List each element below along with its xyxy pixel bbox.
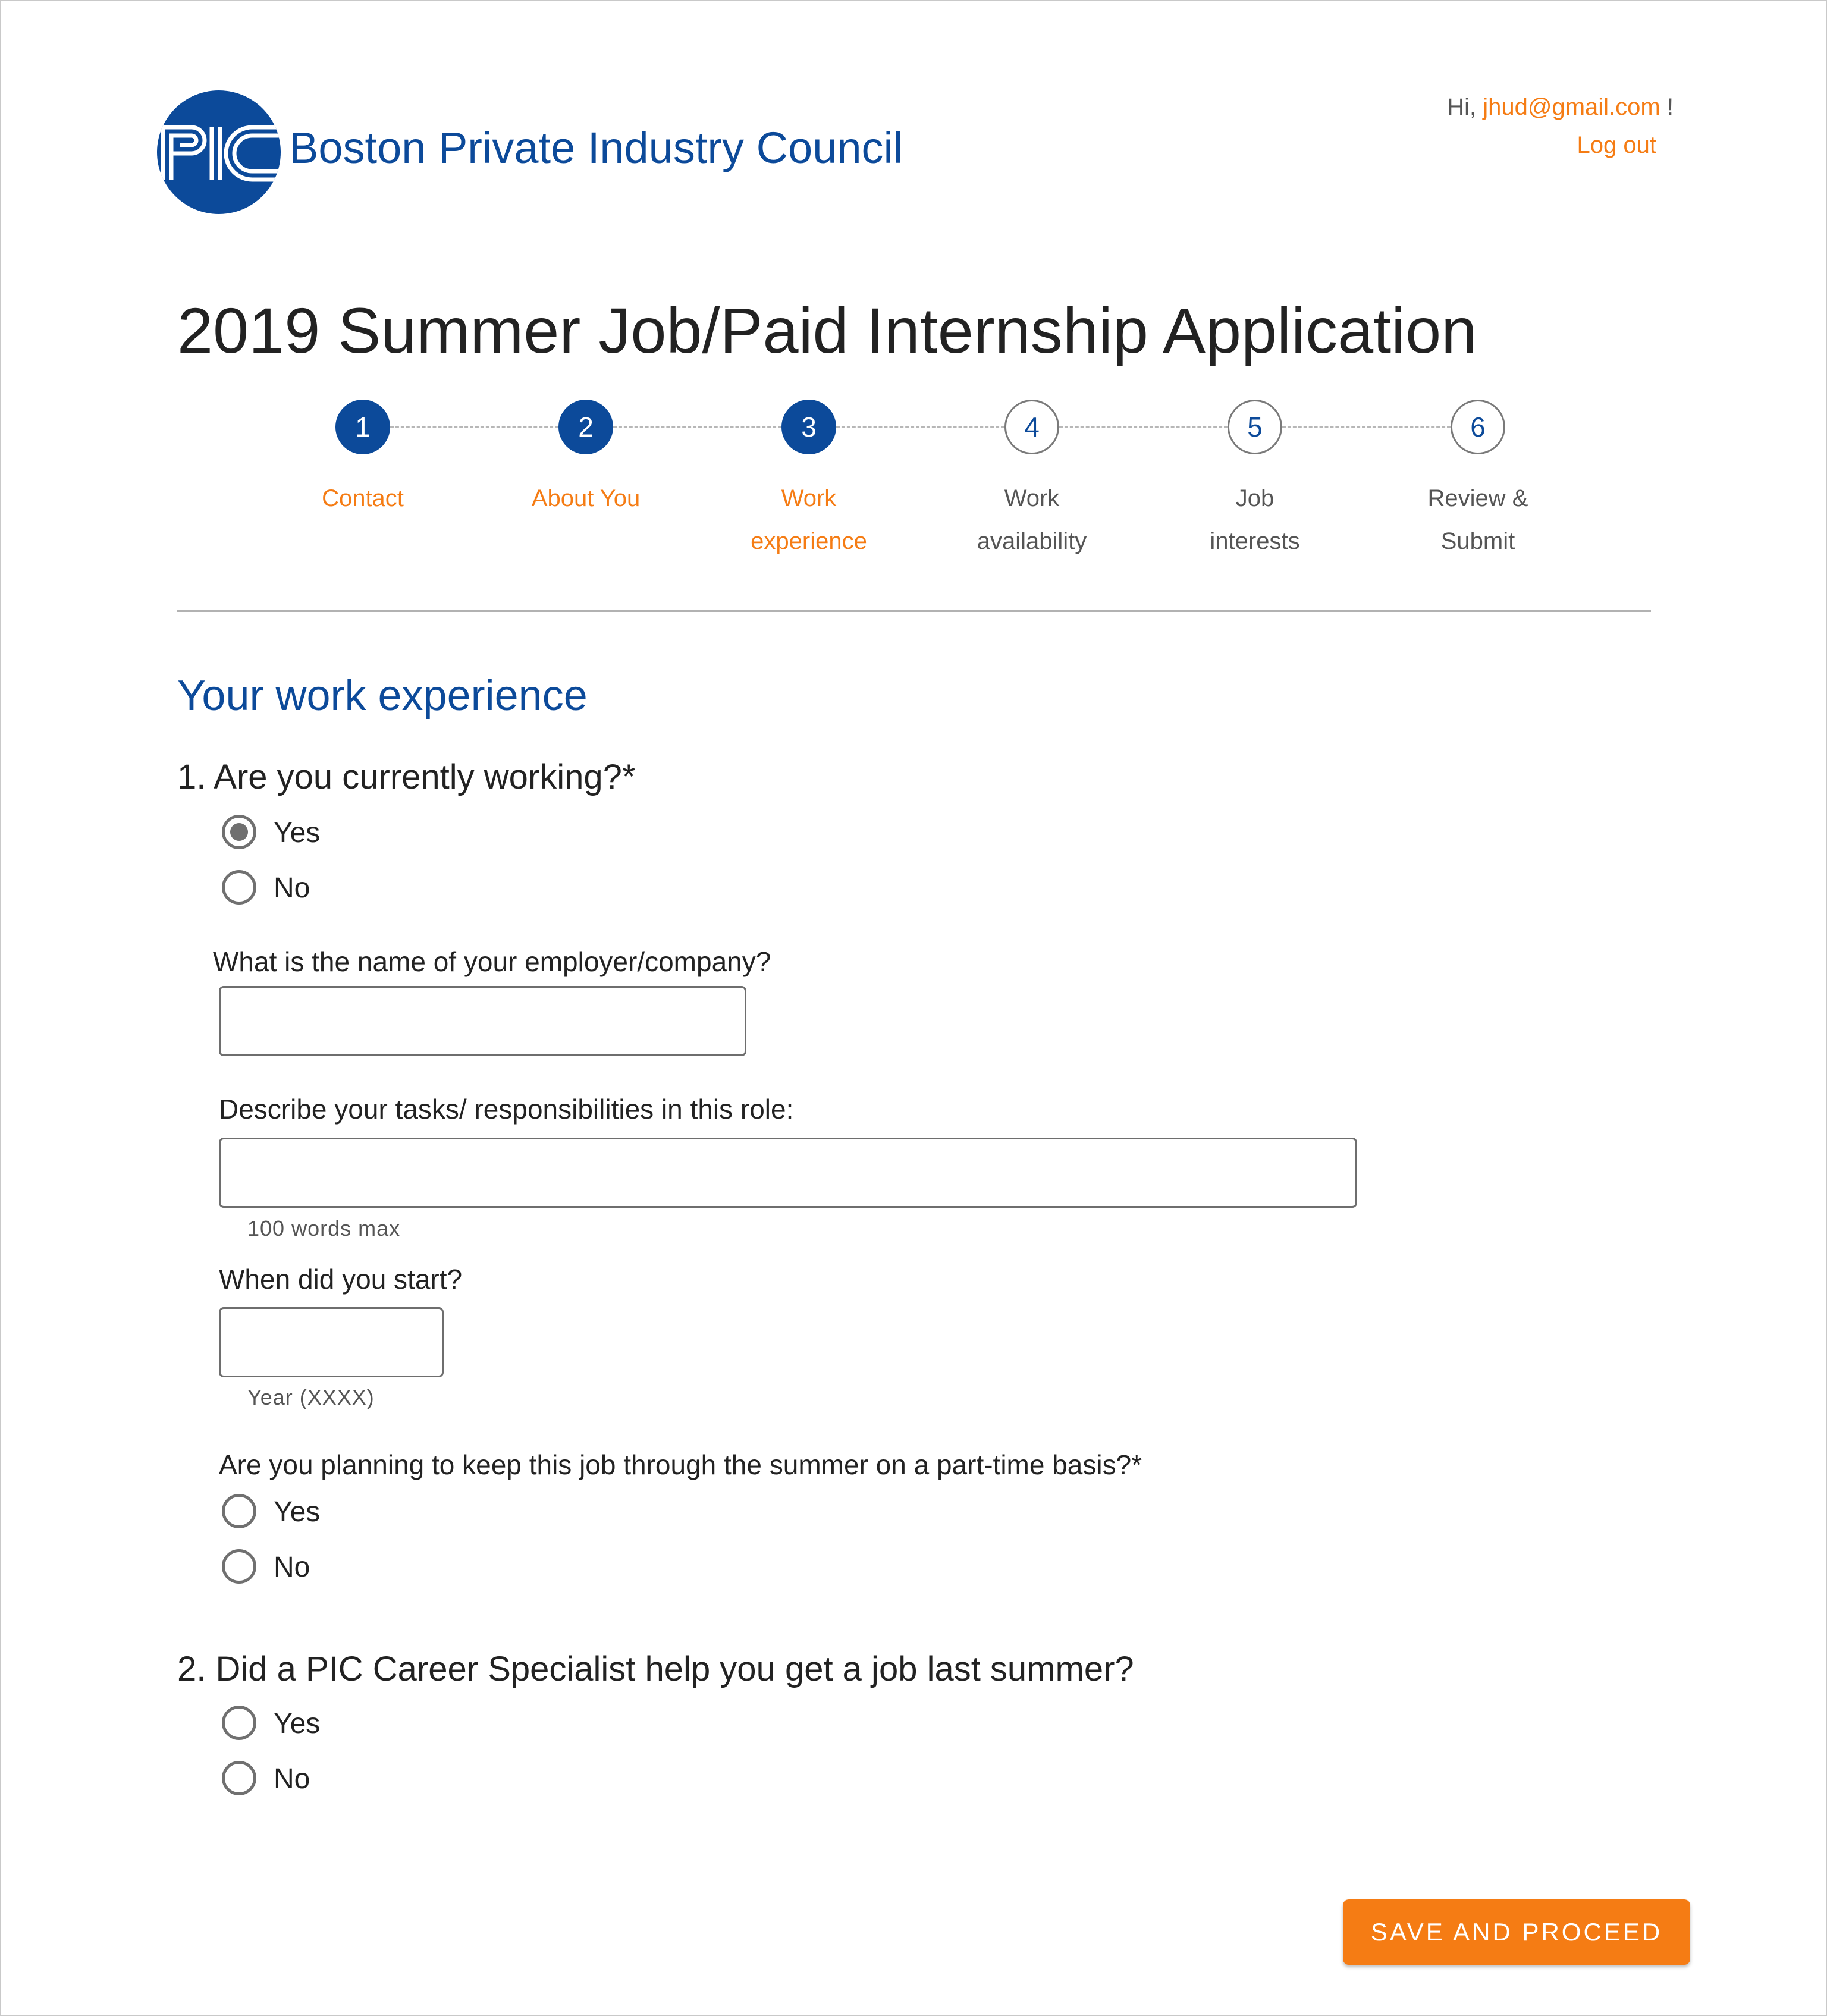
step-3-circle[interactable]: 3 [781, 400, 836, 454]
q1-yes-radio[interactable] [222, 815, 256, 849]
radio-selected-dot [230, 823, 248, 841]
tasks-label: Describe your tasks/ responsibilities in this role: [219, 1094, 794, 1125]
pic-logo-icon [157, 90, 281, 214]
tasks-helper-text: 100 words max [247, 1216, 401, 1241]
step-4-label-line2: availability [977, 528, 1087, 554]
q2-no-radio[interactable] [222, 1761, 256, 1795]
keep-job-yes-label[interactable]: Yes [274, 1496, 321, 1528]
step-1-circle[interactable]: 1 [335, 400, 390, 454]
step-1-label-line1: Contact [322, 485, 404, 511]
q1-no-radio[interactable] [222, 870, 256, 905]
brand-name: Boston Private Industry Council [289, 123, 903, 172]
q2-yes-label[interactable]: Yes [274, 1708, 321, 1739]
step-connector [836, 426, 1004, 428]
section-divider [177, 610, 1651, 612]
q1-yes-label[interactable]: Yes [274, 817, 321, 849]
keep-job-no-label[interactable]: No [274, 1552, 310, 1583]
greeting-prefix: Hi, [1447, 94, 1477, 120]
keep-job-yes-radio[interactable] [222, 1494, 256, 1528]
tasks-input[interactable] [219, 1138, 1357, 1208]
step-6-label-line1: Review & [1427, 485, 1528, 511]
step-5-label-line2: interests [1210, 528, 1300, 554]
step-4-circle[interactable]: 4 [1004, 400, 1059, 454]
step-connector [1059, 426, 1228, 428]
start-year-label: When did you start? [219, 1264, 463, 1295]
q2-no-label[interactable]: No [274, 1763, 310, 1795]
step-5-label[interactable] [1166, 477, 1344, 563]
step-6-circle[interactable]: 6 [1451, 400, 1505, 454]
q1-no-label[interactable]: No [274, 872, 310, 904]
logout-link[interactable]: Log out [1577, 132, 1656, 158]
step-1-label[interactable] [274, 477, 452, 520]
step-2-circle[interactable]: 2 [558, 400, 613, 454]
q2-yes-radio[interactable] [222, 1706, 256, 1740]
keep-job-label: Are you planning to keep this job through the summer on a part-time basis?* [219, 1449, 1142, 1480]
step-connector [1282, 426, 1451, 428]
step-6-label-line2: Submit [1440, 528, 1515, 554]
step-2-label-line1: About You [531, 485, 641, 511]
question-1-text: 1. Are you currently working?* [177, 758, 636, 796]
employer-input[interactable] [219, 986, 746, 1056]
step-3-label[interactable] [720, 477, 898, 563]
step-4-label-line1: Work [1004, 485, 1060, 511]
step-4-label[interactable] [943, 477, 1121, 563]
step-2-label[interactable] [497, 477, 675, 520]
step-connector [390, 426, 558, 428]
save-and-proceed-button[interactable]: SAVE AND PROCEED [1343, 1899, 1690, 1965]
step-3-label-line1: Work [781, 485, 837, 511]
section-title: Your work experience [177, 672, 588, 720]
user-greeting [1447, 95, 1674, 119]
start-year-helper-text: Year (XXXX) [247, 1385, 375, 1409]
step-3-label-line2: experience [751, 528, 867, 554]
start-year-input[interactable] [219, 1307, 444, 1377]
greeting-suffix: ! [1666, 94, 1674, 120]
step-5-label-line1: Job [1235, 485, 1274, 511]
step-5-circle[interactable]: 5 [1228, 400, 1282, 454]
keep-job-no-radio[interactable] [222, 1549, 256, 1584]
step-6-label[interactable] [1389, 477, 1567, 563]
question-2-text: 2. Did a PIC Career Specialist help you get a job last summer? [177, 1650, 1134, 1688]
user-email: jhud@gmail.com [1483, 94, 1660, 120]
page-title: 2019 Summer Job/Paid Internship Application [177, 294, 1477, 366]
step-connector [613, 426, 781, 428]
employer-label: What is the name of your employer/company? [213, 946, 771, 977]
